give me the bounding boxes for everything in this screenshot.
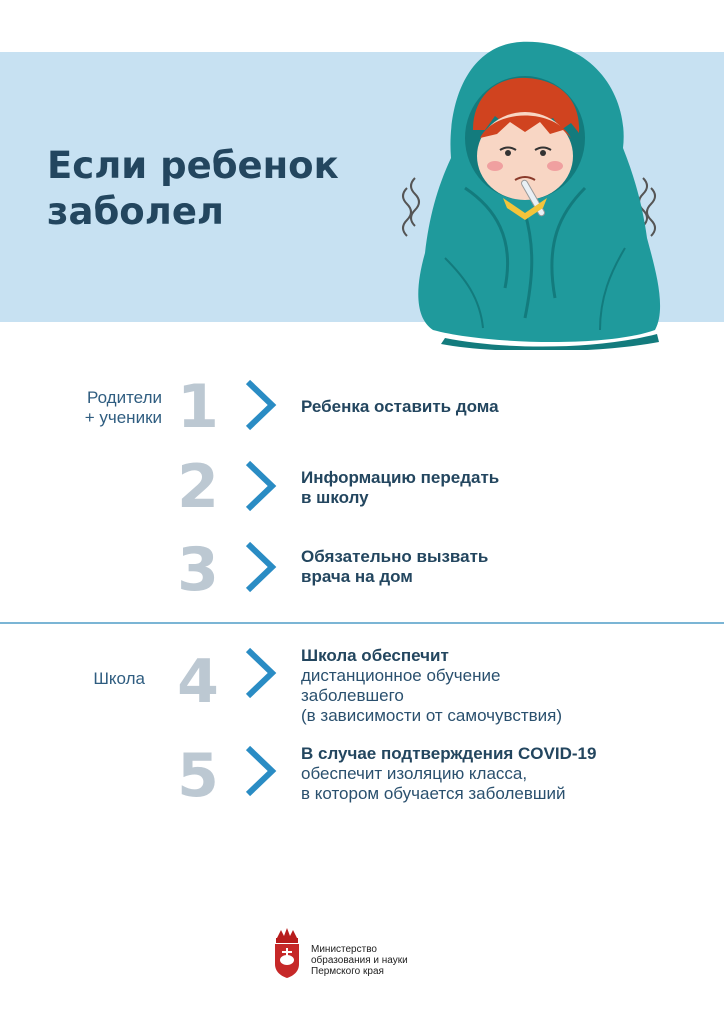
step-4-text: [301, 646, 562, 726]
chevron-right-icon: [244, 744, 278, 798]
step-2-bold-line-1: Информацию передать: [301, 468, 500, 487]
step-1-number: 1: [177, 372, 219, 442]
step-4-line-4: (в зависимости от самочувствия): [301, 706, 563, 725]
page-title: [47, 143, 339, 235]
step-4-line-2: дистанционное обучение: [301, 666, 501, 685]
step-3-number: 3: [177, 535, 219, 605]
coat-of-arms-icon: [273, 928, 301, 978]
step-1-text: [301, 397, 499, 417]
chevron-right-icon: [244, 646, 278, 700]
step-3-text: [301, 547, 488, 587]
step-4-bold-line-1: Школа обеспечит: [301, 646, 449, 665]
group-label-parents: [40, 388, 162, 428]
step-5-number: 5: [177, 741, 219, 811]
group-label-parents-line-2: + ученики: [84, 408, 162, 427]
step-2-number: 2: [177, 452, 219, 522]
step-5-line-2: обеспечит изоляцию класса,: [301, 764, 528, 783]
step-1-bold-line-1: Ребенка оставить дома: [301, 397, 499, 416]
step-5-text: [301, 744, 596, 804]
step-5-bold-line-1: В случае подтверждения COVID-19: [301, 744, 597, 763]
step-2-text: [301, 468, 499, 508]
sick-child-illustration: [385, 38, 670, 350]
ministry-name: [311, 944, 471, 977]
chevron-right-icon: [244, 459, 278, 513]
title-line-1: Если ребенок: [47, 144, 339, 187]
ministry-line-3: Пермского края: [311, 966, 384, 977]
group-label-parents-line-1: Родители: [87, 388, 162, 407]
group-label-school: [40, 669, 145, 689]
chevron-right-icon: [244, 378, 278, 432]
step-4-line-3: заболевшего: [301, 686, 404, 705]
step-5-line-3: в котором обучается заболевший: [301, 784, 566, 803]
chevron-right-icon: [244, 540, 278, 594]
step-4-number: 4: [177, 647, 219, 717]
section-divider: [0, 622, 724, 624]
ministry-line-2: образования и науки: [311, 955, 408, 966]
step-3-bold-line-1: Обязательно вызвать: [301, 547, 489, 566]
ministry-line-1: Министерство: [311, 944, 377, 955]
step-3-bold-line-2: врача на дом: [301, 567, 413, 586]
title-line-2: заболел: [47, 190, 225, 233]
step-2-bold-line-2: в школу: [301, 488, 369, 507]
group-label-school-text: Школа: [93, 669, 145, 688]
